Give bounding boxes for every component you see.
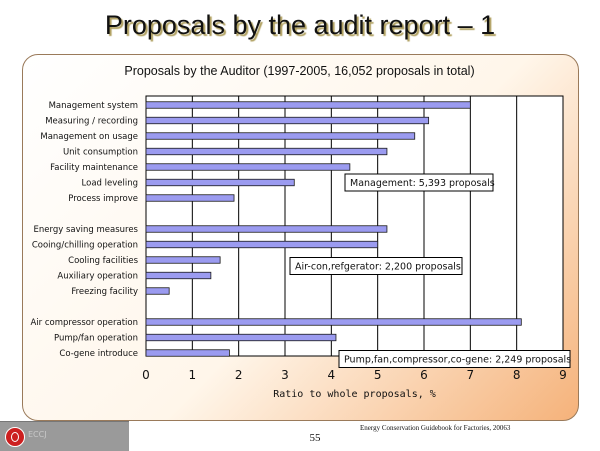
group-note: Management: 5,393 proposals [350, 178, 495, 189]
category-label: Cooling facilities [68, 256, 138, 266]
page-number: 55 [309, 432, 321, 444]
chart-title: Proposals by the Auditor (1997-2005, 16,052 proposals in total) [124, 64, 475, 78]
group-note: Pump,fan,compressor,co-gene: 2,249 proposals [344, 354, 572, 366]
footer-source: Energy Conservation Guidebook for Factories, 20063 [360, 424, 511, 432]
bar [146, 272, 211, 279]
bar [146, 117, 429, 124]
bar [146, 257, 220, 264]
bar [146, 133, 415, 140]
bar [146, 288, 169, 295]
bar [146, 334, 336, 341]
group-note: Air-con,refgerator: 2,200 proposals [295, 261, 461, 273]
bar [146, 164, 350, 171]
category-label: Energy saving measures [33, 225, 138, 235]
category-label: Management on usage [40, 132, 138, 142]
bar [146, 102, 470, 109]
category-label: Facility maintenance [50, 163, 138, 173]
category-label: Cooing/chilling operation [31, 240, 138, 251]
category-label: Load leveling [81, 178, 138, 189]
bar [146, 350, 229, 357]
bar [146, 241, 378, 248]
category-label: Auxiliary operation [57, 271, 138, 282]
x-tick-label: 8 [512, 368, 521, 382]
bar [146, 179, 294, 186]
category-label: Measuring / recording [45, 116, 138, 127]
bar [146, 148, 387, 155]
logo [0, 421, 129, 451]
x-tick-label: 3 [281, 368, 289, 382]
category-label: Co-gene introduce [59, 349, 138, 359]
x-tick-label: 1 [188, 368, 197, 382]
category-label: Unit consumption [62, 147, 138, 158]
logo-mark-icon [5, 427, 25, 447]
slide-title: Proposals by the audit report – 1 [104, 10, 496, 40]
category-label: Air compressor operation [30, 318, 138, 328]
x-tick-label: 9 [559, 368, 567, 382]
category-label: Process improve [68, 194, 138, 204]
logo-text: ECCJ [28, 430, 47, 439]
category-label: Management system [48, 101, 138, 111]
x-tick-label: 2 [234, 368, 243, 382]
category-label: Freezing facility [71, 287, 138, 297]
bar [146, 195, 234, 202]
x-tick-label: 5 [373, 368, 382, 382]
x-tick-label: 0 [142, 368, 150, 382]
x-tick-label: 6 [420, 368, 428, 382]
bar [146, 226, 387, 233]
bar [146, 319, 521, 326]
x-tick-label: 7 [466, 368, 475, 382]
category-label: Pump/fan operation [53, 333, 138, 344]
x-axis-title: Ratio to whole proposals, % [273, 389, 436, 400]
x-tick-label: 4 [327, 368, 336, 382]
